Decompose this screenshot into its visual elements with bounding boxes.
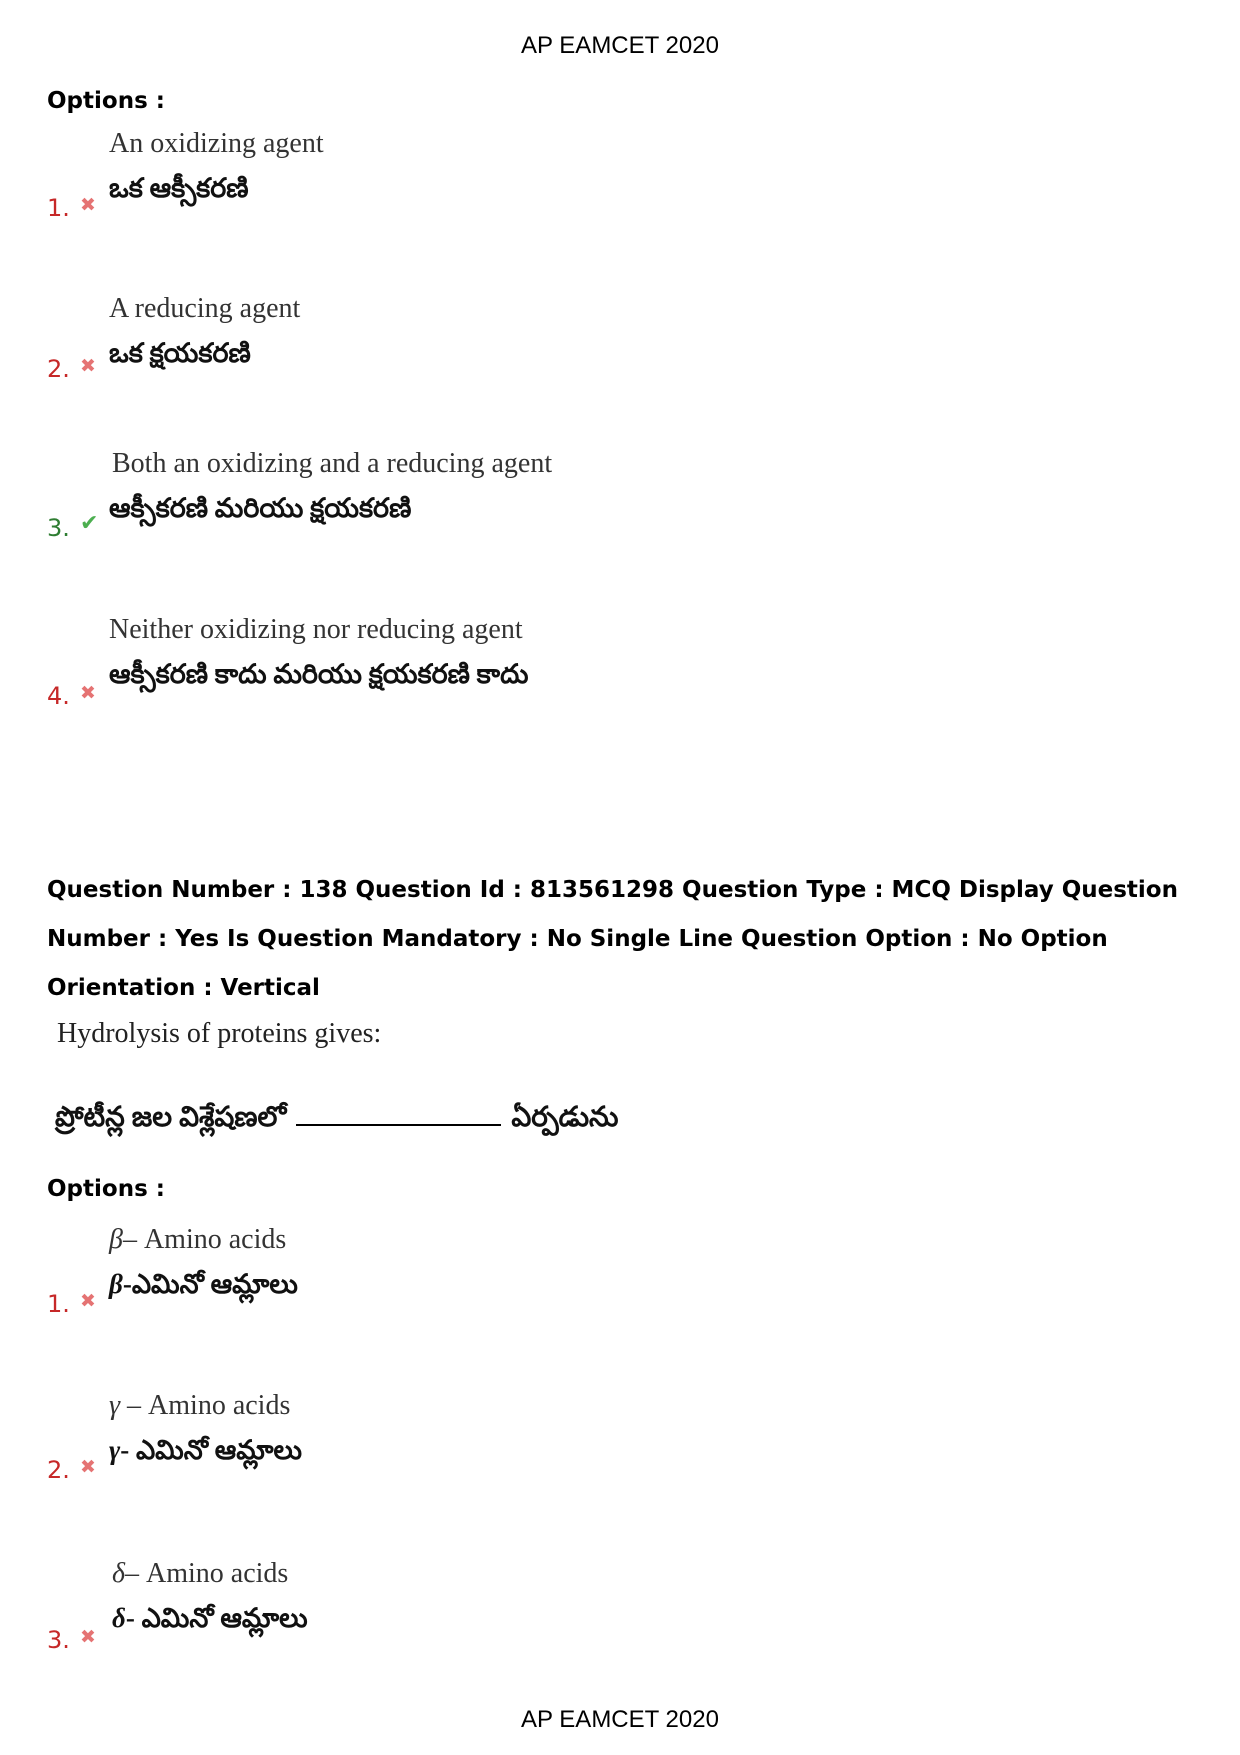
cross-icon: ✖ — [80, 1290, 96, 1312]
answer-blank — [296, 1124, 501, 1126]
option-text-te: ఆక్సీకరణి మరియు క్షయకరణి — [109, 493, 412, 523]
option-text-te: ఆక్సీకరణి కాదు మరియు క్షయకరణి కాదు — [109, 659, 529, 689]
page-footer: AP EAMCET 2020 — [521, 1706, 719, 1733]
option-text-te — [112, 1603, 308, 1641]
question-text-te-after: ఏర్పడును — [511, 1102, 619, 1133]
option-label-en: – Amino acids — [122, 1224, 287, 1255]
option-number: 3. — [47, 1626, 70, 1654]
cross-icon: ✖ — [80, 682, 96, 704]
question-text-te-before: ప్రోటీన్ల జల విశ్లేషణలో — [55, 1102, 287, 1133]
option-text-en — [109, 1224, 286, 1256]
greek-symbol: γ — [109, 1435, 121, 1465]
option-number: 2. — [47, 355, 70, 383]
page-header: AP EAMCET 2020 — [521, 32, 719, 59]
options-label: Options : — [47, 1176, 165, 1202]
option-label-en: – Amino acids — [120, 1390, 291, 1421]
option-number: 4. — [47, 682, 70, 710]
option-label-te: - ఎమినో ఆమ్లాలు — [125, 1603, 308, 1633]
option-text-te: ఒక క్షయకరణి — [109, 338, 251, 368]
cross-icon: ✖ — [80, 355, 96, 377]
greek-symbol: β — [109, 1269, 123, 1299]
cross-icon: ✖ — [80, 1456, 96, 1478]
option-number: 3. — [47, 514, 70, 542]
option-label-en: – Amino acids — [125, 1558, 289, 1589]
cross-icon: ✖ — [80, 194, 96, 216]
question-meta: Question Number : 138 Question Id : 813561298 Question Type : MCQ Display Question Number : Yes Is Question Mandatory : No Single Line Question Option : No Option Orientation : Vertical — [47, 877, 1178, 1001]
question-text-te — [55, 1102, 618, 1140]
option-number: 1. — [47, 1290, 70, 1318]
option-text-te: ఒక ఆక్సీకరణి — [109, 173, 249, 203]
greek-symbol: γ — [109, 1390, 121, 1421]
option-text-en: A reducing agent — [109, 293, 301, 324]
option-label-te: - ఎమినో ఆమ్లాలు — [120, 1435, 302, 1465]
option-text-en — [112, 1558, 288, 1590]
option-text-en: Neither oxidizing nor reducing agent — [109, 614, 523, 645]
option-text-te — [109, 1435, 302, 1473]
option-text-te — [109, 1269, 298, 1307]
options-label: Options : — [47, 88, 165, 114]
option-text-en — [109, 1390, 290, 1422]
greek-symbol: β — [109, 1224, 123, 1255]
question-text-en: Hydrolysis of proteins gives: — [57, 1018, 382, 1049]
greek-symbol: δ — [112, 1558, 126, 1589]
option-label-te: -ఎమినో ఆమ్లాలు — [122, 1269, 298, 1299]
option-number: 1. — [47, 194, 70, 222]
option-number: 2. — [47, 1456, 70, 1484]
option-text-en: Both an oxidizing and a reducing agent — [112, 448, 553, 479]
cross-icon: ✖ — [80, 1626, 96, 1648]
greek-symbol: δ — [112, 1603, 126, 1633]
check-icon: ✔ — [80, 511, 99, 536]
option-text-en: An oxidizing agent — [109, 128, 324, 159]
